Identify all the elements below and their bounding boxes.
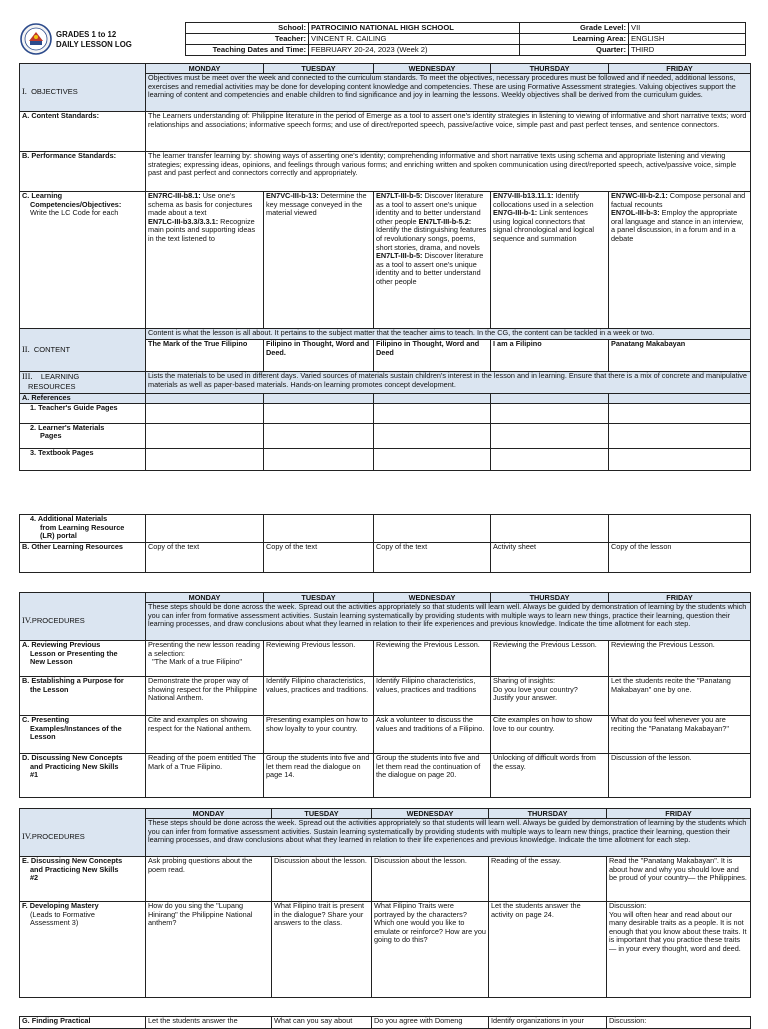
step-f-thursday: Let the students answer the activity on page 24. <box>489 902 607 998</box>
other-resources-monday: Copy of the text <box>146 543 264 573</box>
empty-cell <box>264 423 374 448</box>
step-g-monday: Let the students answer the <box>146 1017 272 1029</box>
step-b-friday: Let the students recite the "Panatang Makabayan" one by one. <box>609 677 751 716</box>
step-e-line3: #2 <box>30 873 39 883</box>
content-standards-text: The Learners understanding of: Philippine literature in the period of Emerge as a tool to assert one's identity strategies in listening to viewing of informative and short narrative texts; word relationships and associations; informative speech forms; and use of direct/reported speech, passive/active voice, simple past and past perfect tenses, and sentence connectors. <box>146 112 751 152</box>
objectives-description: Objectives must be meet over the week and connected to the curriculum standards. To meet the objectives, necessary procedures must be followed and if needed, additional lessons, exercises and remedial activities may be done for developing content knowledge and competencies. These are using Formative Assessment strategies. Valuing objectives support the learning of content and competencies and enable children to find significance and joy in learning the lessons. Weekly objectives shall be derived from the curriculum guides. <box>146 74 751 112</box>
empty-cell <box>609 394 751 404</box>
step-c-wednesday: Ask a volunteer to discuss the values and traditions of a Filipino. <box>374 716 491 754</box>
empty-cell <box>491 403 609 423</box>
empty-cell <box>491 515 609 543</box>
lc-code: EN7WC-III-b-2.1: <box>611 191 668 200</box>
step-g-friday: Discussion: <box>607 1017 751 1029</box>
step-d-tuesday: Group the students into five and let them read the dialogue on page 14. <box>264 754 374 798</box>
step-d-thursday: Unlocking of difficult words from the essay. <box>491 754 609 798</box>
step-f-line2: (Leads to Formative <box>30 909 95 919</box>
step-g-thursday: Identify organizations in your <box>489 1017 607 1029</box>
title-line-2: DAILY LESSON LOG <box>56 40 132 49</box>
empty-cell <box>374 423 491 448</box>
procedures-label: PROCEDURES <box>31 832 85 842</box>
step-b-label <box>20 677 146 716</box>
resources-label-1: LEARNING <box>40 372 80 381</box>
step-b-line1: B. Establishing a Purpose for <box>22 676 124 685</box>
quarter-value: THIRD <box>629 45 746 56</box>
step-c-line3: Lesson <box>30 732 56 742</box>
step-e-line2: and Practicing New Skills <box>30 864 119 874</box>
corner-cell <box>20 64 146 74</box>
other-resources-wednesday: Copy of the text <box>374 543 491 573</box>
content-thursday: I am a Filipino <box>491 340 609 372</box>
procedures-section-label <box>20 819 146 857</box>
step-b-monday: Demonstrate the proper way of showing respect for the Philippine National Anthem. <box>146 677 264 716</box>
day-header-wednesday: WEDNESDAY <box>372 809 489 819</box>
empty-cell <box>374 394 491 404</box>
step-d-line2: and Practicing New Skills <box>30 761 119 771</box>
school-label: School: <box>186 23 309 34</box>
step-a-line1: A. Reviewing Previous <box>22 640 101 649</box>
step-d-wednesday: Group the students into five and let them read the continuation of the dialogue on page 20. <box>374 754 491 798</box>
empty-cell <box>609 423 751 448</box>
resources-label-2: RESOURCES <box>28 382 76 391</box>
procedures-table-1 <box>19 592 751 798</box>
objectives-table <box>19 63 751 471</box>
step-d-line3: #1 <box>30 770 39 780</box>
step-a-thursday: Reviewing the Previous Lesson. <box>491 641 609 677</box>
objectives-label: OBJECTIVES <box>31 87 78 97</box>
step-c-monday: Cite and examples on showing respect for the National anthem. <box>146 716 264 754</box>
procedures-label: PROCEDURES <box>31 616 85 626</box>
empty-cell <box>374 403 491 423</box>
step-c-tuesday: Presenting examples on how to show loyalty to your country. <box>264 716 374 754</box>
corner-cell <box>20 593 146 603</box>
step-d-monday: Reading of the poem entitled The Mark of a True Filipino. <box>146 754 264 798</box>
lc-code: EN7LC-III-b3.3/3.3.1: <box>148 216 219 226</box>
lc-text: Identify the distinguishing features of revolutionary songs, poems, short stories, drama, and novels <box>376 225 487 252</box>
step-f-label <box>20 902 146 998</box>
empty-cell <box>609 515 751 543</box>
lc-text: Recognize main points and supporting ideas in the text listened to <box>148 216 256 243</box>
content-tuesday: Filipino in Thought, Word and Deed. <box>264 340 374 372</box>
grade-level-value: VII <box>629 23 746 34</box>
learning-competencies-label <box>20 192 146 329</box>
lc-code: EN7VC-III-b-13: <box>266 191 319 200</box>
day-header-thursday: THURSDAY <box>491 593 609 603</box>
empty-cell <box>264 394 374 404</box>
empty-cell <box>146 394 264 404</box>
lm-line2: Pages <box>40 431 62 441</box>
lc-text: Compose personal and factual recounts <box>611 191 746 209</box>
lc-text: Determine the key message conveyed in the material viewed <box>266 191 367 218</box>
step-a-monday: Presenting the new lesson reading a selection: "The Mark of a true Filipino" <box>146 641 264 677</box>
am-line3: (LR) portal <box>40 531 77 541</box>
empty-cell <box>609 448 751 470</box>
empty-cell <box>146 423 264 448</box>
resources-description: Lists the materials to be used in different days. Varied sources of materials sustain children's interest in the lesson and in learning. Ensure that there is a mix of concrete and manipulative materials as well as paper-based materials. Hands-on learning promotes concept development. <box>146 372 751 394</box>
lc-code: EN7RC-III-b8.1: <box>148 191 201 200</box>
step-a-friday: Reviewing the Previous Lesson. <box>609 641 751 677</box>
content-section-label <box>20 329 146 372</box>
step-d-label <box>20 754 146 798</box>
lc-text: Use one's schema as basis for conjectures made about a text <box>148 191 253 218</box>
corner-cell <box>20 809 146 819</box>
step-a-line3: New Lesson <box>30 657 73 667</box>
other-resources-friday: Copy of the lesson <box>609 543 751 573</box>
empty-cell <box>374 448 491 470</box>
step-c-line1: C. Presenting <box>22 715 70 724</box>
step-e-thursday: Reading of the essay. <box>489 857 607 902</box>
step-c-line2: Examples/Instances of the <box>30 723 122 733</box>
step-f-monday: How do you sing the "Lupang Hinirang" the Philippine National anthem? <box>146 902 272 998</box>
lc-tuesday <box>264 192 374 329</box>
empty-cell <box>264 403 374 423</box>
grade-level-label: Grade Level: <box>520 23 629 34</box>
step-f-tuesday: What Filipino trait is present in the dialogue? Share your answers to the class. <box>272 902 372 998</box>
title-line-1: GRADES 1 to 12 <box>56 30 117 39</box>
step-d-line1: D. Discussing New Concepts <box>22 753 123 762</box>
step-f-friday: Discussion: You will often hear and read about our many desirable traits as a people. It is not enough that you know about these traits. It is important that you practice these traits — in your every thought, word and deed. <box>607 902 751 998</box>
procedures-num: IV. <box>22 616 32 626</box>
other-resources-label: B. Other Learning Resources <box>20 543 146 573</box>
content-num: II. <box>22 345 30 354</box>
lc-label-line2: Competencies/Objectives: <box>30 199 122 209</box>
step-g-label: G. Finding Practical <box>20 1017 146 1029</box>
content-standards-label: A. Content Standards: <box>20 112 146 152</box>
teachers-guide-label: 1. Teacher's Guide Pages <box>20 403 146 423</box>
step-g-tuesday: What can you say about <box>272 1017 372 1029</box>
step-c-thursday: Cite examples on how to show love to our country. <box>491 716 609 754</box>
step-e-label <box>20 857 146 902</box>
empty-cell <box>491 423 609 448</box>
day-header-wednesday: WEDNESDAY <box>374 64 491 74</box>
lc-code: EN7LT-III-b-5.2: <box>418 216 472 226</box>
day-header-friday: FRIDAY <box>607 809 751 819</box>
step-c-label <box>20 716 146 754</box>
step-b-thursday: Sharing of insights: Do you love your country? Justify your answer. <box>491 677 609 716</box>
dates-label: Teaching Dates and Time: <box>186 45 309 56</box>
lc-code: EN7OL-III-b-3: <box>611 208 660 218</box>
step-f-line1: F. Developing Mastery <box>22 901 99 910</box>
step-d-friday: Discussion of the lesson. <box>609 754 751 798</box>
additional-materials-table <box>19 514 751 573</box>
step-f-line3: Assessment 3) <box>30 918 79 928</box>
lc-text: Identify collocations used in a selection <box>493 191 594 209</box>
performance-standards-label: B. Performance Standards: <box>20 152 146 192</box>
step-e-line1: E. Discussing New Concepts <box>22 856 123 865</box>
additional-materials-label <box>20 515 146 543</box>
day-header-tuesday: TUESDAY <box>264 593 374 603</box>
step-b-line2: the Lesson <box>30 684 69 694</box>
resources-num: III. <box>22 372 33 381</box>
lc-text: Employ the appropriate oral language and stance in an interview, a panel discussion, in a forum and in a debate <box>611 208 744 243</box>
empty-cell <box>146 403 264 423</box>
day-header-monday: MONDAY <box>146 809 272 819</box>
step-c-friday: What do you feel whenever you are reciting the "Panatang Makabayan?" <box>609 716 751 754</box>
objectives-section-label <box>20 74 146 112</box>
empty-cell <box>491 448 609 470</box>
step-a-tuesday: Reviewing Previous lesson. <box>264 641 374 677</box>
day-header-friday: FRIDAY <box>609 593 751 603</box>
lc-label-line3: Write the LC Code for each <box>30 208 119 218</box>
day-header-tuesday: TUESDAY <box>272 809 372 819</box>
empty-cell <box>264 448 374 470</box>
other-resources-tuesday: Copy of the text <box>264 543 374 573</box>
lc-code: EN7LT-III-b-5: <box>376 251 423 261</box>
references-label: A. References <box>20 394 146 404</box>
lc-thursday <box>491 192 609 329</box>
step-a-label <box>20 641 146 677</box>
objectives-num: I. <box>22 87 27 97</box>
procedures-description: These steps should be done across the week. Spread out the activities appropriately so that students will learn well. Always be guided by demonstration of learning by the students which you can infer from formative assessment activities. Sustain learning systematically by providing students with multiple ways to learn new things, practice their learning, question their learning processes, and draw conclusions about what they learned in relation to their life experiences and previous knowledge. Indicate the time allotment for each step. <box>146 603 751 641</box>
step-e-wednesday: Discussion about the lesson. <box>372 857 489 902</box>
procedures-num: IV. <box>22 832 32 842</box>
lc-text: Discover literature as a tool to assert one's unique identity and to better understand other people <box>376 251 484 286</box>
lm-line1: 2. Learner's Materials <box>30 423 105 432</box>
header-info-table <box>185 22 746 56</box>
learners-materials-label <box>20 423 146 448</box>
am-line1: 4. Additional Materials <box>30 514 108 523</box>
resources-section-label <box>20 372 146 394</box>
step-g-wednesday: Do you agree with Domeng <box>372 1017 489 1029</box>
teacher-label: Teacher: <box>186 34 309 45</box>
lc-text: Link sentences using logical connectors that signal chronological and logical sequence and summation <box>493 208 595 243</box>
step-f-wednesday: What Filipino Traits were portrayed by the characters? Which one would you like to emulate or reinforce? How are you going to do this? <box>372 902 489 998</box>
lc-wednesday <box>374 192 491 329</box>
procedures-table-3 <box>19 1016 751 1029</box>
lc-text: Discover literature as a tool to assert one's unique identity and to better understand other people <box>376 191 484 226</box>
document-title <box>56 30 132 50</box>
procedures-section-label <box>20 603 146 641</box>
teacher-value: VINCENT R. CAILING <box>309 34 520 45</box>
deped-seal-logo <box>20 23 52 55</box>
day-header-tuesday: TUESDAY <box>264 64 374 74</box>
day-header-monday: MONDAY <box>146 64 264 74</box>
step-a-line2: Lesson or Presenting the <box>30 648 118 658</box>
empty-cell <box>146 448 264 470</box>
content-label: CONTENT <box>33 345 71 354</box>
day-header-wednesday: WEDNESDAY <box>374 593 491 603</box>
performance-standards-text: The learner transfer learning by: showing ways of asserting one's identity; comprehending informative and short narrative texts using schema and appropriate listening and viewing strategies; expressing ideas, opinions, and feelings through various forms; and enriching written and spoken communication using direct/reported speech, active/passive voice, simple past and past perfect and connectors correctly and appropriately. <box>146 152 751 192</box>
content-wednesday: Filipino in Thought, Word and Deed <box>374 340 491 372</box>
day-header-thursday: THURSDAY <box>491 64 609 74</box>
day-header-monday: MONDAY <box>146 593 264 603</box>
step-b-wednesday: Identify Filipino characteristics, values, practices and traditions <box>374 677 491 716</box>
lc-code: EN7LT-III-b-5: <box>376 191 423 200</box>
day-header-thursday: THURSDAY <box>489 809 607 819</box>
day-header-friday: FRIDAY <box>609 64 751 74</box>
empty-cell <box>374 515 491 543</box>
lc-code: EN7V-III-b13.11.1: <box>493 191 554 200</box>
content-monday: The Mark of the True Filipino <box>146 340 264 372</box>
lc-label-line1: C. Learning <box>22 191 63 200</box>
learning-area-value: ENGLISH <box>629 34 746 45</box>
lc-code: EN7G-III-b-1: <box>493 208 538 218</box>
other-resources-thursday: Activity sheet <box>491 543 609 573</box>
step-b-tuesday: Identify Filipino characteristics, values, practices and traditions. <box>264 677 374 716</box>
step-e-tuesday: Discussion about the lesson. <box>272 857 372 902</box>
empty-cell <box>146 515 264 543</box>
step-a-wednesday: Reviewing the Previous Lesson. <box>374 641 491 677</box>
content-friday: Panatang Makabayan <box>609 340 751 372</box>
step-e-monday: Ask probing questions about the poem read. <box>146 857 272 902</box>
empty-cell <box>491 394 609 404</box>
empty-cell <box>609 403 751 423</box>
learning-area-label: Learning Area: <box>520 34 629 45</box>
step-e-friday: Read the "Panatang Makabayan". It is about how and why you should love and be proud of your country— the Philippines. <box>607 857 751 902</box>
quarter-label: Quarter: <box>520 45 629 56</box>
lc-monday <box>146 192 264 329</box>
school-value: PATROCINIO NATIONAL HIGH SCHOOL <box>309 23 520 34</box>
textbook-pages-label: 3. Textbook Pages <box>20 448 146 470</box>
content-description: Content is what the lesson is all about. It pertains to the subject matter that the teacher aims to teach. In the CG, the content can be tackled in a week or two. <box>146 329 751 340</box>
empty-cell <box>264 515 374 543</box>
lc-friday <box>609 192 751 329</box>
procedures-description: These steps should be done across the week. Spread out the activities appropriately so that students will learn well. Always be guided by demonstration of learning by the students which you can infer from formative assessment activities. Sustain learning systematically by providing students with multiple ways to learn new things, practice their learning, question their learning processes, and draw conclusions about what they learned in relation to their life experiences and previous knowledge. Indicate the time allotment for each step. <box>146 819 751 857</box>
am-line2: from Learning Resource <box>40 522 125 532</box>
procedures-table-2 <box>19 808 751 998</box>
dates-value: FEBRUARY 20-24, 2023 (Week 2) <box>309 45 520 56</box>
